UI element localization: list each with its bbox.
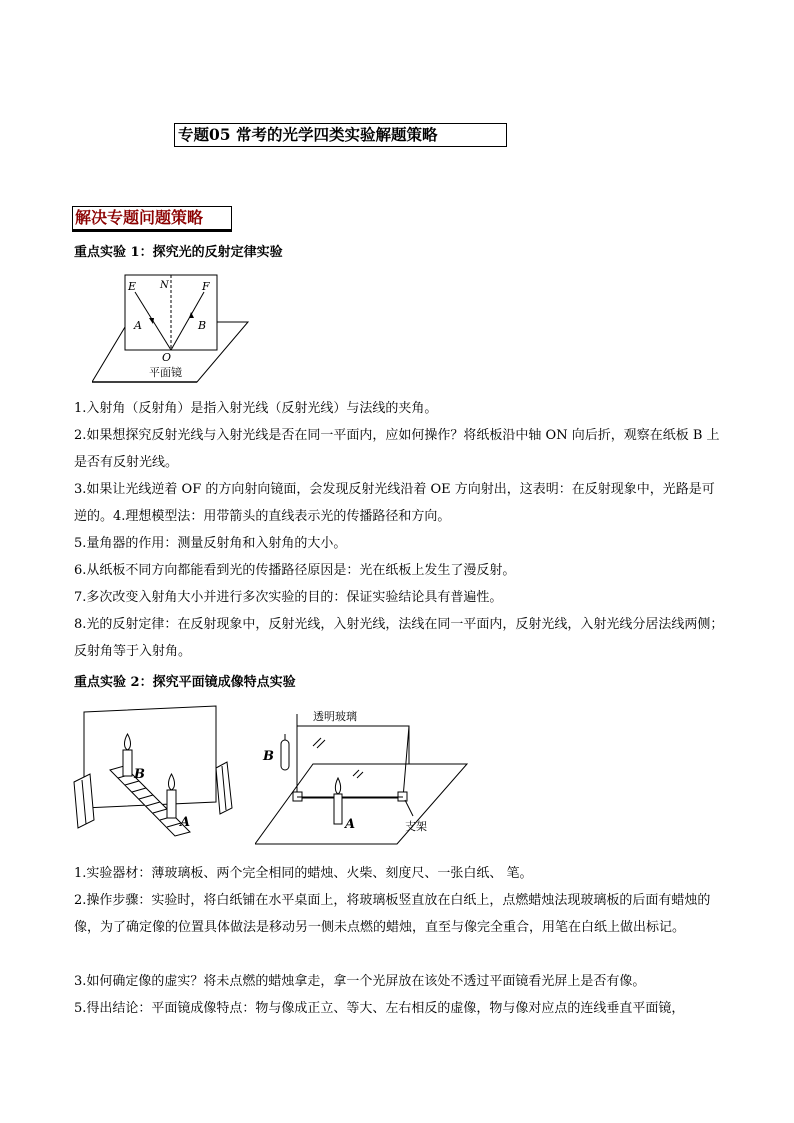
exp1-item-1: 1.入射角（反射角）是指入射光线（反射光线）与法线的夹角。 <box>74 401 438 416</box>
fig1-label-mirror: 平面镜 <box>149 366 182 379</box>
page-title: 专题05 常考的光学四类实验解题策略 <box>174 123 507 147</box>
experiment-2-heading: 重点实验 2：探究平面镜成像特点实验 <box>74 675 296 690</box>
section-heading: 解决专题问题策略 <box>72 206 232 230</box>
fig1-label-f: F <box>202 280 210 293</box>
fig1-label-o: O <box>162 351 172 364</box>
fig1-label-a: A <box>134 319 142 332</box>
fig1-label-n: N <box>160 280 169 291</box>
exp1-item-8: 8.光的反射定律：在反射现象中，反射光线，入射光线，法线在同一平面内，反射光线，入射光线分居法线两侧；反射角等于入射角。 <box>74 617 724 659</box>
exp2-item-1: 1.实验器材：薄玻璃板、两个完全相同的蜡烛、火柴、刻度尺、一张白纸、 笔。 <box>74 866 533 881</box>
exp1-item-5: 5.量角器的作用：测量反射角和入射角的大小。 <box>74 536 347 551</box>
fig1-label-b: B <box>198 319 207 332</box>
exp1-item-7: 7.多次改变入射角大小并进行多次实验的目的：保证实验结论具有普遍性。 <box>74 590 503 605</box>
exp2-item-2: 2.操作步骤：实验时，将白纸铺在水平桌面上，将玻璃板竖直放在白纸上，点燃蜡烛法现玻璃板的后面有蜡烛的像，为了确定像的位置具体做法是移动另一侧未点燃的蜡烛，直至与像完全重合，用笔在白纸上做出标记。 <box>74 893 711 935</box>
fig3-label-a: A <box>345 817 356 832</box>
fig2-label-b: B <box>134 767 145 782</box>
exp2-item-3: 3.如何确定像的虚实？将未点燃的蜡烛拿走，拿一个光屏放在该处不透过平面镜看光屏上是否有像。 <box>74 974 646 989</box>
section-heading-underline <box>72 230 232 232</box>
fig3-label-b: B <box>263 749 274 764</box>
fig1-label-e: E <box>128 280 137 293</box>
exp1-item-6: 6.从纸板不同方向都能看到光的传播路径原因是：光在纸板上发生了漫反射。 <box>74 563 516 578</box>
transparent-glass-figure <box>255 706 480 846</box>
exp2-item-5: 5.得出结论：平面镜成像特点：物与像成正立、等大、左右相反的虚像，物与像对应点的连线垂直平面镜， <box>74 1001 685 1016</box>
fig2-label-a: A <box>180 815 191 830</box>
fig3-label-glass: 透明玻璃 <box>313 710 357 723</box>
exp1-item-3: 3.如果让光线逆着 OF 的方向射向镜面，会发现反射光线沿着 OE 方向射出，这表明：在反射现象中，光路是可逆的。4.理想模型法：用带箭头的直线表示光的传播路径和方向。 <box>74 482 715 524</box>
plane-mirror-setup-figure <box>72 700 242 840</box>
exp1-item-2: 2.如果想探究反射光线与入射光线是否在同一平面内，应如何操作？将纸板沿中轴 ON 向后折，观察在纸板 B 上是否有反射光线。 <box>74 428 720 470</box>
fig3-label-stand: 支架 <box>405 820 427 833</box>
reflection-law-figure <box>92 274 252 384</box>
experiment-1-heading: 重点实验 1：探究光的反射定律实验 <box>74 245 283 260</box>
